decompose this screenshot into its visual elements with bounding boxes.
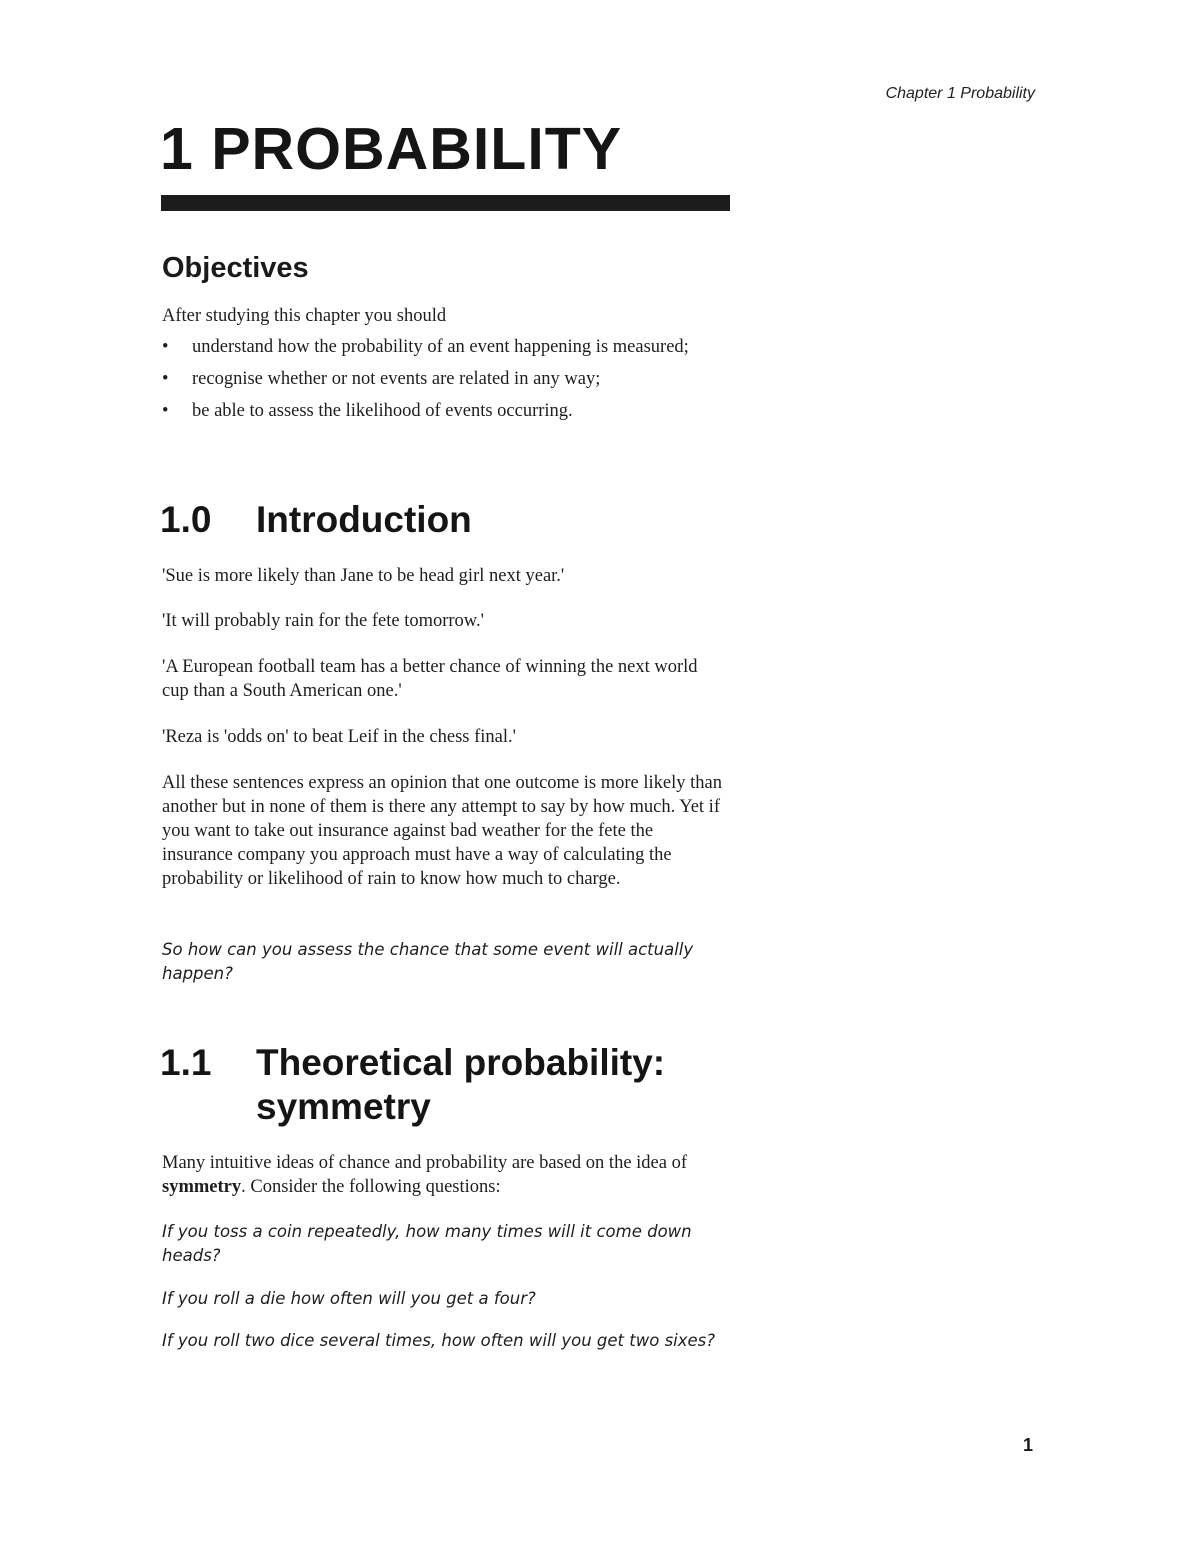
section-number: 1.0 [160, 499, 212, 540]
intro-paragraph: All these sentences express an opinion that one outcome is more likely than another but in none of them is there any attempt to say by how much. Yet if you want to take out insurance against bad weather for the fete the insurance company you approach must have a way of calculating the probability or likelihood of rain to know how much to charge. [162, 773, 722, 889]
objectives-heading: Objectives [162, 252, 309, 284]
objective-item [162, 335, 722, 359]
objective-text: understand how the probability of an event happening is measured; [192, 337, 689, 357]
objective-text: be able to assess the likelihood of events occurring. [192, 401, 573, 421]
symmetry-paragraph [162, 1151, 727, 1199]
objective-item [162, 367, 722, 391]
chapter-title: 1 PROBABILITY [160, 116, 623, 182]
objectives-intro: After studying this chapter you should [162, 306, 447, 326]
objectives-list [162, 335, 722, 431]
objective-item [162, 399, 722, 423]
symmetry-term: symmetry [162, 1177, 242, 1197]
section-heading-theoretical-probability [160, 1041, 716, 1129]
symmetry-question: If you toss a coin repeatedly, how many times will it come down heads? [162, 1222, 692, 1265]
quote-paragraph: 'A European football team has a better chance of winning the next world cup than a South American one.' [162, 657, 698, 701]
running-head: Chapter 1 Probability [885, 85, 1035, 102]
symmetry-question: If you roll a die how often will you get a four? [162, 1289, 536, 1308]
objective-text: recognise whether or not events are related in any way; [192, 369, 601, 389]
section-title: Introduction [256, 499, 472, 540]
intro-question: So how can you assess the chance that some event will actually happen? [162, 940, 694, 983]
title-rule [161, 195, 730, 211]
bullet-icon: • [162, 337, 169, 357]
symmetry-question: If you roll two dice several times, how often will you get two sixes? [162, 1331, 716, 1350]
bullet-icon: • [162, 369, 169, 389]
quote-paragraph: 'Sue is more likely than Jane to be head girl next year.' [162, 566, 565, 586]
section-heading-introduction [160, 498, 716, 542]
quote-paragraph: 'Reza is 'odds on' to beat Leif in the chess final.' [162, 727, 516, 747]
symmetry-text-before: Many intuitive ideas of chance and probability are based on the idea of [162, 1153, 688, 1173]
symmetry-text-after: . Consider the following questions: [241, 1177, 501, 1197]
page-number: 1 [1022, 1435, 1033, 1455]
section-number: 1.1 [160, 1042, 212, 1083]
quote-paragraph: 'It will probably rain for the fete tomorrow.' [162, 611, 484, 631]
section-title: Theoretical probability: symmetry [256, 1042, 666, 1127]
bullet-icon: • [162, 401, 169, 421]
